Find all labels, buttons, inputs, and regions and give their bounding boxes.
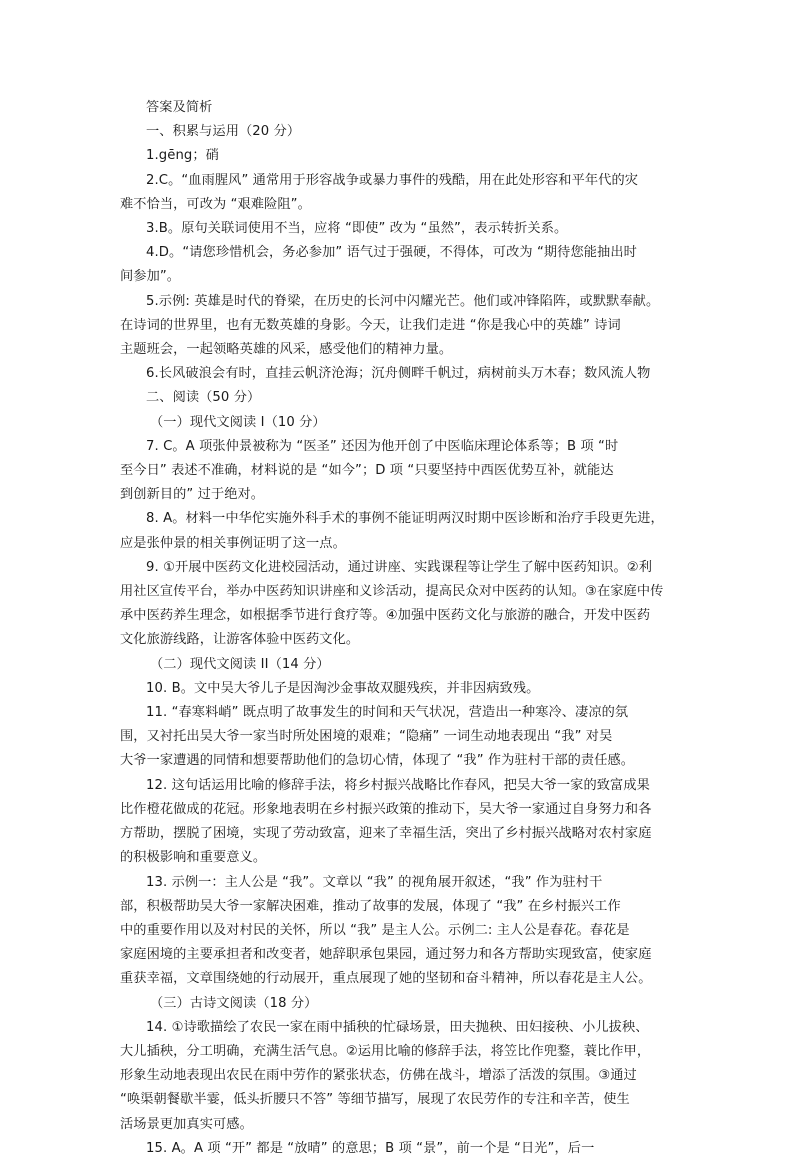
text-line: 答案及简析: [146, 100, 213, 115]
text-line: 11. “春寒料峭” 既点明了故事发生的时间和天气状况，营造出一种寒冷、凄凉的氛: [146, 705, 629, 721]
text-line: 中的重要作用以及对村民的关怀，所以 “我” 是主人公。示例二: 主人公是春花。春花是: [120, 922, 630, 938]
text-line: 形象生动地表现出农民在雨中劳作的紧张状态，仿佛在战斗，增添了活泼的氛围。③通过: [120, 1068, 637, 1084]
text-line: 8. A。材料一中华佗实施外科手术的事例不能证明两汉时期中医诊断和治疗手段更先进，: [146, 511, 664, 527]
text-line: 活场景更加真实可感。: [120, 1116, 253, 1132]
text-line: 的积极影响和重要意义。: [120, 850, 267, 866]
text-line: 3.B。原句关联词使用不当，应将 “即使” 改为 “虽然”，表示转折关系。: [146, 221, 568, 237]
text-line: （二）现代文阅读 II（14 分）: [150, 656, 330, 672]
text-line: 围，又衬托出吴大爷一家当时所处困境的艰难；“隐痛” 一词生动地表现出 “我” 对吴: [120, 729, 613, 745]
text-line: 5.示例: 英雄是时代的脊梁，在历史的长河中闪耀光芒。他们或冲锋陷阵，或默默奉献。: [146, 293, 660, 309]
text-line: 方帮助，摆脱了困境，实现了劳动致富，迎来了幸福生活，突出了乡村振兴战略对农村家庭: [120, 826, 652, 842]
text-line: 4.D。“请您珍惜机会，务必参加” 语气过于强硬，不得体，可改为 “期待您能抽出时: [146, 245, 637, 261]
text-line: 重获幸福，文章围绕她的行动展开，重点展现了她的坚韧和奋斗精神，所以春花是主人公。: [120, 971, 652, 987]
text-line: 在诗词的世界里，也有无数英雄的身影。今天，让我们走进 “你是我心中的英雄” 诗词: [120, 317, 621, 333]
text-line: 13. 示例一：主人公是 “我”。文章以 “我” 的视角展开叙述，“我” 作为驻村干: [146, 874, 603, 890]
text-line: 一、积累与运用（20 分）: [146, 124, 301, 140]
text-line: 部，积极帮助吴大爷一家解决困难，推动了故事的发展，体现了 “我” 在乡村振兴工作: [120, 898, 621, 914]
text-line: 2.C。“血雨腥风” 通常用于形容战争或暴力事件的残酷，用在此处形容和平年代的灾: [146, 172, 639, 188]
text-line: （一）现代文阅读 I（10 分）: [150, 414, 326, 430]
text-line: 14. ①诗歌描绘了农民一家在雨中插秧的忙碌场景，田夫抛秧、田妇接秧、小儿拔秧、: [146, 1019, 649, 1035]
text-line: 7. C。A 项张仲景被称为 “医圣” 还因为他开创了中医临床理论体系等；B 项 “时: [146, 438, 619, 454]
text-line: 用社区宣传平台，举办中医药知识讲座和义诊活动，提高民众对中医药的认知。③在家庭中传: [120, 584, 664, 600]
text-line: 10. B。文中吴大爷儿子是因淘沙金事故双腿残疾，并非因病致残。: [146, 680, 540, 696]
text-line: 9. ①开展中医药文化进校园活动，通过讲座、实践课程等让学生了解中医药知识。②利: [146, 559, 652, 575]
text-line: 到创新目的” 过于绝对。: [120, 487, 265, 503]
text-line: 难不恰当，可改为 “艰难险阻”。: [120, 196, 311, 212]
text-line: “唤渠朝餐歇半霎，低头折腰只不答” 等细节描写，展现了农民劳作的专注和辛苦，使生: [120, 1092, 630, 1108]
text-line: 家庭困境的主要承担者和改变者，她辞职承包果园，通过努力和各方帮助实现致富，使家庭: [120, 947, 652, 963]
text-line: 二、阅读（50 分）: [146, 390, 261, 406]
text-line: 大儿插秧，分工明确，充满生活气息。②运用比喻的修辞手法，将笠比作兜鍪，蓑比作甲，: [120, 1043, 651, 1059]
text-line: 承中医药养生理念，如根据季节进行食疗等。④加强中医药文化与旅游的融合，开发中医药: [120, 608, 651, 624]
answer-document: [120, 96, 680, 1161]
text-line: 主题班会，一起领略英雄的风采，感受他们的精神力量。: [120, 342, 453, 358]
text-line: 15. A。A 项 “开” 都是 “放晴” 的意思；B 项 “景”，前一个是 “日光”，后一: [146, 1140, 595, 1156]
text-line: 文化旅游线路，让游客体验中医药文化。: [120, 632, 360, 648]
text-line: 6.长风破浪会有时，直挂云帆济沧海；沉舟侧畔千帆过，病树前头万木春；数风流人物: [146, 366, 651, 382]
text-line: （三）古诗文阅读（18 分）: [150, 995, 318, 1011]
text-line: 大爷一家遭遇的同情和想要帮助他们的急切心情，体现了 “我” 作为驻村干部的责任感。: [120, 753, 635, 769]
text-line: 12. 这句话运用比喻的修辞手法，将乡村振兴战略比作春风，把吴大爷一家的致富成果: [146, 777, 650, 793]
text-line: 至今日” 表述不准确，材料说的是 “如今”；D 项 “只要坚持中西医优势互补，就能达: [120, 463, 614, 479]
text-line: 间参加”。: [120, 269, 181, 285]
text-line: 1.gēng；硝: [146, 148, 219, 164]
text-line: 应是张仲景的相关事例证明了这一点。: [120, 535, 346, 551]
text-line: 比作橙花做成的花冠。形象地表明在乡村振兴政策的推动下，吴大爷一家通过自身努力和各: [120, 801, 652, 817]
